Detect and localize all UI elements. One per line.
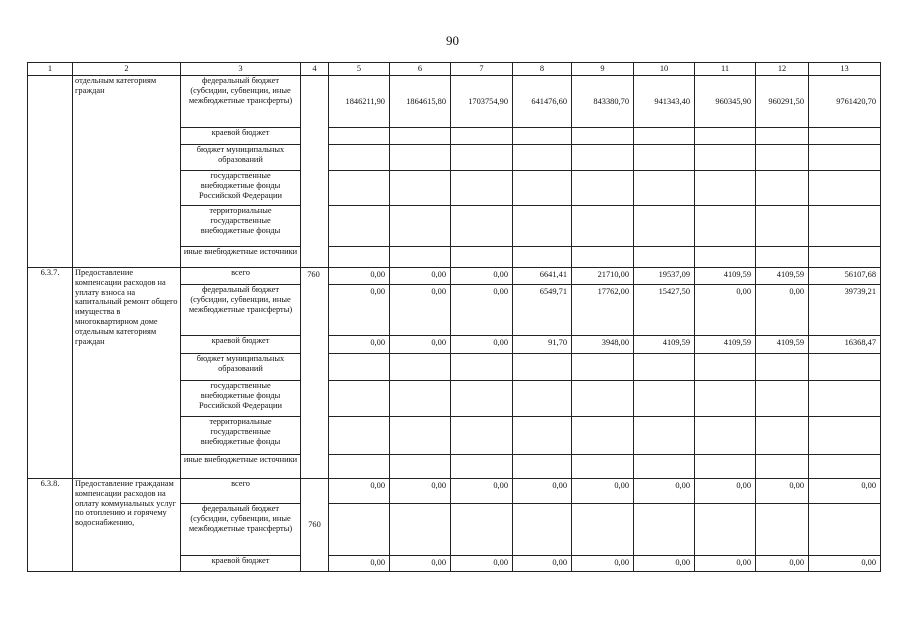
table-body xyxy=(28,63,881,572)
value-cell xyxy=(695,455,756,479)
header-cell: 4 xyxy=(301,63,329,76)
value-cell xyxy=(809,354,881,381)
funding-source-cell: бюджет муниципальных образований xyxy=(181,354,301,381)
value-cell xyxy=(329,171,390,206)
value-cell xyxy=(451,354,513,381)
funding-source-cell: всего xyxy=(181,479,301,504)
value-cell xyxy=(634,381,695,417)
header-cell: 8 xyxy=(513,63,572,76)
value-cell xyxy=(756,381,809,417)
item-number-cell: 6.3.8. xyxy=(28,479,73,572)
funding-source-cell: территориальные государственные внебюджетные фонды xyxy=(181,206,301,247)
value-cell: 21710,00 xyxy=(572,268,634,285)
value-cell xyxy=(513,354,572,381)
value-cell: 843380,70 xyxy=(572,76,634,128)
value-cell xyxy=(329,504,390,556)
value-cell: 0,00 xyxy=(756,285,809,336)
value-cell xyxy=(695,504,756,556)
value-cell: 1864615,80 xyxy=(390,76,451,128)
value-cell xyxy=(390,247,451,268)
value-cell: 0,00 xyxy=(390,268,451,285)
header-cell: 5 xyxy=(329,63,390,76)
value-cell xyxy=(756,145,809,171)
value-cell: 0,00 xyxy=(695,285,756,336)
value-cell: 56107,68 xyxy=(809,268,881,285)
value-cell xyxy=(329,247,390,268)
value-cell xyxy=(695,417,756,455)
code-cell xyxy=(301,76,329,268)
value-cell xyxy=(695,145,756,171)
value-cell xyxy=(756,171,809,206)
value-cell xyxy=(634,247,695,268)
value-cell xyxy=(451,504,513,556)
code-cell: 760 xyxy=(301,479,329,572)
value-cell: 0,00 xyxy=(329,479,390,504)
value-cell: 0,00 xyxy=(329,268,390,285)
value-cell: 0,00 xyxy=(513,479,572,504)
funding-source-cell: бюджет муниципальных образований xyxy=(181,145,301,171)
header-row xyxy=(28,63,881,76)
value-cell: 1846211,90 xyxy=(329,76,390,128)
value-cell: 0,00 xyxy=(695,556,756,572)
value-cell: 0,00 xyxy=(451,336,513,354)
value-cell xyxy=(390,145,451,171)
code-cell: 760 xyxy=(301,268,329,479)
header-cell: 9 xyxy=(572,63,634,76)
value-cell xyxy=(572,354,634,381)
value-cell xyxy=(572,171,634,206)
value-cell xyxy=(329,206,390,247)
funding-source-cell: федеральный бюджет (субсидии, субвенции, иные межбюджетные трансферты) xyxy=(181,285,301,336)
value-cell: 4109,59 xyxy=(756,336,809,354)
header-cell: 11 xyxy=(695,63,756,76)
value-cell xyxy=(634,128,695,145)
value-cell xyxy=(634,354,695,381)
value-cell xyxy=(513,145,572,171)
value-cell xyxy=(634,171,695,206)
value-cell: 0,00 xyxy=(390,285,451,336)
value-cell xyxy=(695,206,756,247)
value-cell xyxy=(329,381,390,417)
value-cell xyxy=(809,381,881,417)
funding-source-cell: территориальные государственные внебюджетные фонды xyxy=(181,417,301,455)
value-cell: 0,00 xyxy=(329,556,390,572)
value-cell xyxy=(513,247,572,268)
funding-source-cell: федеральный бюджет (субсидии, субвенции, иные межбюджетные трансферты) xyxy=(181,76,301,128)
value-cell: 39739,21 xyxy=(809,285,881,336)
header-cell: 10 xyxy=(634,63,695,76)
value-cell xyxy=(695,171,756,206)
value-cell xyxy=(513,206,572,247)
value-cell xyxy=(695,381,756,417)
item-name-cell: отдельным категориям граждан xyxy=(73,76,181,268)
value-cell xyxy=(695,247,756,268)
value-cell xyxy=(451,247,513,268)
value-cell: 0,00 xyxy=(451,556,513,572)
value-cell: 0,00 xyxy=(451,479,513,504)
value-cell: 0,00 xyxy=(572,479,634,504)
header-cell: 6 xyxy=(390,63,451,76)
value-cell xyxy=(809,171,881,206)
value-cell: 0,00 xyxy=(451,285,513,336)
value-cell: 960345,90 xyxy=(695,76,756,128)
value-cell xyxy=(390,455,451,479)
value-cell xyxy=(329,417,390,455)
value-cell: 19537,09 xyxy=(634,268,695,285)
page-number: 90 xyxy=(446,33,459,48)
item-name-cell: Предоставление гражданам компенсации расходов на оплату коммунальных услуг по отоплению и горячему водоснабжению, xyxy=(73,479,181,572)
funding-source-cell: всего xyxy=(181,268,301,285)
value-cell: 6549,71 xyxy=(513,285,572,336)
value-cell: 0,00 xyxy=(756,556,809,572)
value-cell: 0,00 xyxy=(390,479,451,504)
value-cell xyxy=(390,354,451,381)
value-cell xyxy=(809,128,881,145)
header-cell: 7 xyxy=(451,63,513,76)
value-cell xyxy=(695,354,756,381)
value-cell xyxy=(451,455,513,479)
value-cell xyxy=(390,128,451,145)
value-cell xyxy=(513,128,572,145)
value-cell xyxy=(329,455,390,479)
funding-source-cell: краевой бюджет xyxy=(181,556,301,572)
value-cell xyxy=(451,145,513,171)
value-cell xyxy=(451,171,513,206)
value-cell xyxy=(756,128,809,145)
value-cell: 0,00 xyxy=(451,268,513,285)
value-cell xyxy=(390,206,451,247)
value-cell: 4109,59 xyxy=(695,336,756,354)
value-cell xyxy=(329,145,390,171)
value-cell: 4109,59 xyxy=(756,268,809,285)
value-cell: 4109,59 xyxy=(695,268,756,285)
value-cell: 0,00 xyxy=(634,479,695,504)
item-number-cell: 6.3.7. xyxy=(28,268,73,479)
value-cell xyxy=(451,128,513,145)
value-cell: 1703754,90 xyxy=(451,76,513,128)
funding-source-cell: иные внебюджетные источники xyxy=(181,455,301,479)
value-cell: 16368,47 xyxy=(809,336,881,354)
value-cell xyxy=(451,381,513,417)
header-cell: 12 xyxy=(756,63,809,76)
value-cell xyxy=(756,247,809,268)
value-cell xyxy=(809,247,881,268)
value-cell xyxy=(390,417,451,455)
value-cell xyxy=(756,354,809,381)
value-cell xyxy=(695,128,756,145)
value-cell xyxy=(809,455,881,479)
funding-source-cell: краевой бюджет xyxy=(181,128,301,145)
value-cell xyxy=(513,171,572,206)
value-cell: 0,00 xyxy=(809,556,881,572)
value-cell: 941343,40 xyxy=(634,76,695,128)
value-cell: 0,00 xyxy=(695,479,756,504)
value-cell xyxy=(513,455,572,479)
value-cell xyxy=(572,504,634,556)
value-cell xyxy=(756,504,809,556)
value-cell: 0,00 xyxy=(809,479,881,504)
value-cell xyxy=(809,145,881,171)
value-cell xyxy=(809,417,881,455)
value-cell: 4109,59 xyxy=(634,336,695,354)
table-row xyxy=(28,268,881,285)
value-cell: 0,00 xyxy=(329,336,390,354)
value-cell xyxy=(634,417,695,455)
value-cell: 641476,60 xyxy=(513,76,572,128)
value-cell: 0,00 xyxy=(756,479,809,504)
funding-source-cell: иные внебюджетные источники xyxy=(181,247,301,268)
value-cell xyxy=(572,417,634,455)
value-cell xyxy=(809,504,881,556)
value-cell xyxy=(513,417,572,455)
value-cell xyxy=(329,354,390,381)
funding-source-cell: федеральный бюджет (субсидии, субвенции, иные межбюджетные трансферты) xyxy=(181,504,301,556)
header-cell: 2 xyxy=(73,63,181,76)
value-cell: 960291,50 xyxy=(756,76,809,128)
value-cell: 0,00 xyxy=(513,556,572,572)
value-cell: 6641,41 xyxy=(513,268,572,285)
value-cell xyxy=(756,455,809,479)
budget-table xyxy=(27,62,881,572)
value-cell xyxy=(451,206,513,247)
value-cell: 17762,00 xyxy=(572,285,634,336)
value-cell xyxy=(634,455,695,479)
value-cell xyxy=(390,504,451,556)
value-cell xyxy=(634,206,695,247)
value-cell xyxy=(329,128,390,145)
value-cell xyxy=(390,381,451,417)
value-cell: 0,00 xyxy=(572,556,634,572)
value-cell: 9761420,70 xyxy=(809,76,881,128)
header-cell: 3 xyxy=(181,63,301,76)
value-cell xyxy=(572,381,634,417)
value-cell: 3948,00 xyxy=(572,336,634,354)
value-cell xyxy=(756,206,809,247)
value-cell xyxy=(572,455,634,479)
value-cell: 0,00 xyxy=(390,556,451,572)
funding-source-cell: государственные внебюджетные фонды Российской Федерации xyxy=(181,171,301,206)
funding-source-cell: государственные внебюджетные фонды Российской Федерации xyxy=(181,381,301,417)
value-cell xyxy=(634,504,695,556)
table-row xyxy=(28,76,881,128)
value-cell xyxy=(572,145,634,171)
table-row xyxy=(28,479,881,504)
value-cell xyxy=(513,504,572,556)
header-cell: 13 xyxy=(809,63,881,76)
value-cell xyxy=(513,381,572,417)
item-name-cell: Предоставление компенсации расходов на уплату взноса на капитальный ремонт общего имущества в многоквартирном доме отдельным категориям граждан xyxy=(73,268,181,479)
funding-source-cell: краевой бюджет xyxy=(181,336,301,354)
value-cell: 0,00 xyxy=(329,285,390,336)
value-cell: 0,00 xyxy=(390,336,451,354)
value-cell: 0,00 xyxy=(634,556,695,572)
item-number-cell xyxy=(28,76,73,268)
value-cell xyxy=(756,417,809,455)
value-cell xyxy=(809,206,881,247)
value-cell xyxy=(572,206,634,247)
value-cell xyxy=(572,128,634,145)
value-cell: 91,70 xyxy=(513,336,572,354)
value-cell: 15427,50 xyxy=(634,285,695,336)
value-cell xyxy=(451,417,513,455)
value-cell xyxy=(634,145,695,171)
value-cell xyxy=(390,171,451,206)
header-cell: 1 xyxy=(28,63,73,76)
value-cell xyxy=(572,247,634,268)
